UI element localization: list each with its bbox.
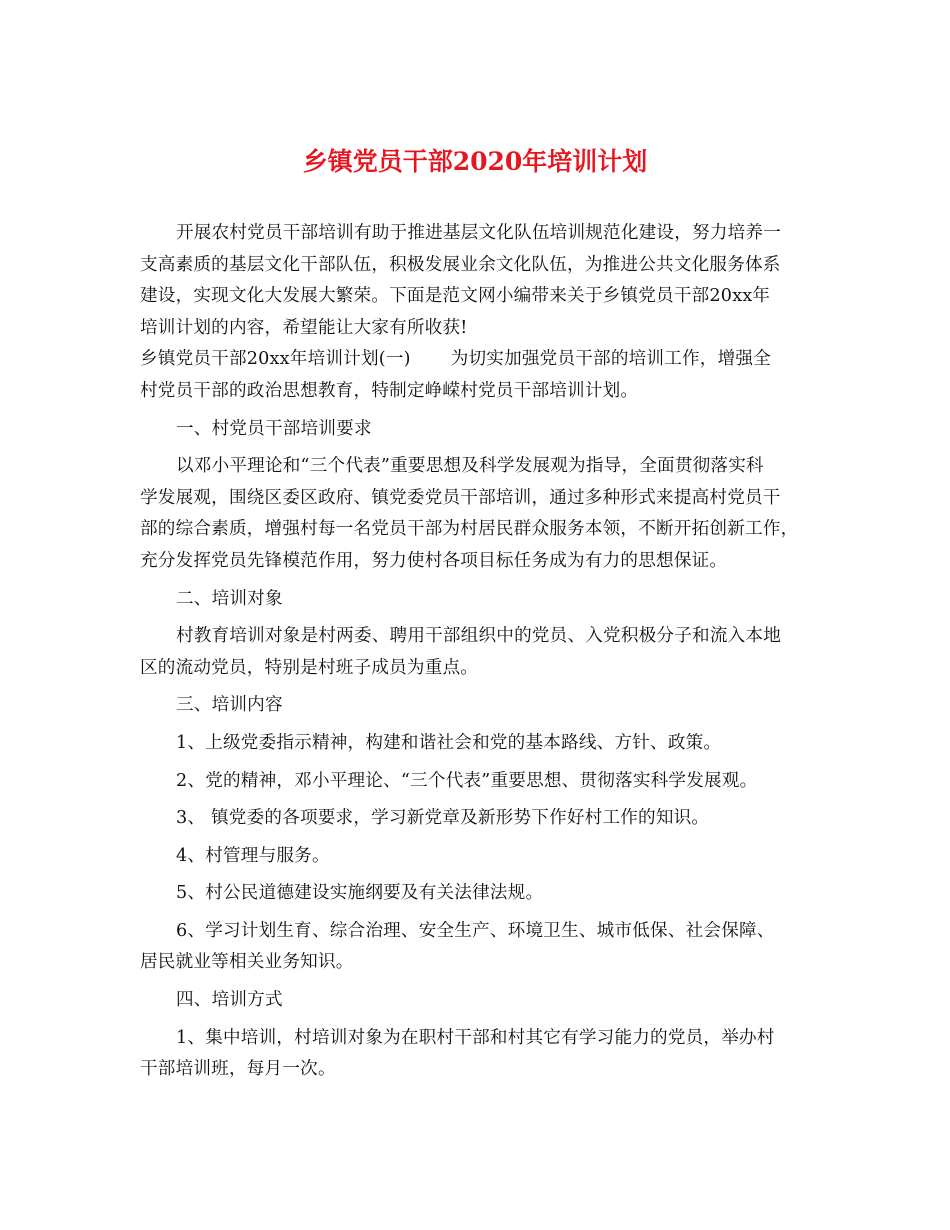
plan-subtitle: 乡镇党员干部20xx年培训计划(一) [140,349,411,370]
requirements-line-1: 以邓小平理论和“三个代表”重要思想及科学发展观为指导，全面贯彻落实科 [176,456,764,477]
targets-line-2: 区的流动党员，特别是村班子成员为重点。 [140,657,479,678]
content-item-4: 4、村管理与服务。 [176,845,330,866]
methods-item-1-continued: 干部培训班，每月一次。 [140,1059,336,1080]
section-heading-content: 三、培训内容 [176,695,283,716]
requirements-line-3: 部的综合素质，增强村每一名党员干部为村居民群众服务本领，不断开拓创新工作， [140,519,799,540]
content-item-3: 3、 镇党委的各项要求，学习新党章及新形势下作好村工作的知识。 [176,808,710,829]
requirements-line-4: 充分发挥党员先锋模范作用，努力使村各项目标任务成为有力的思想保证。 [140,550,728,571]
targets-line-1: 村教育培训对象是村两委、聘用干部组织中的党员、入党积极分子和流入本地 [176,626,781,647]
section-heading-methods: 四、培训方式 [176,990,283,1011]
methods-item-1: 1、集中培训，村培训对象为在职村干部和村其它有学习能力的党员，举办村 [176,1027,775,1048]
section-heading-requirements: 一、村党员干部培训要求 [176,418,372,439]
plan-heading-line [140,344,820,376]
intro-line-2: 支高素质的基层文化干部队伍，积极发展业余文化队伍，为推进公共文化服务体系 [140,254,781,275]
document-body [140,218,820,1086]
requirements-line-2: 学发展观，围绕区委区政府、镇党委党员干部培训，通过多种形式来提高村党员干 [140,487,781,508]
document-title: 乡镇党员干部2020年培训计划 [302,147,648,176]
content-item-6-continued: 居民就业等相关业务知识。 [140,952,354,973]
section-heading-targets: 二、培训对象 [176,588,283,609]
plan-intro-line-2: 村党员干部的政治思想教育，特制定峥嵘村党员干部培训计划。 [140,380,639,401]
intro-line-3: 建设，实现文化大发展大繁荣。下面是范文网小编带来关于乡镇党员干部20xx年 [140,286,771,307]
intro-line-1: 开展农村党员干部培训有助于推进基层文化队伍培训规范化建设，努力培养一 [176,223,781,243]
content-item-2: 2、党的精神，邓小平理论、“三个代表”重要思想、贯彻落实科学发展观。 [176,770,758,791]
intro-line-4: 培训计划的内容，希望能让大家有所收获! [140,317,468,338]
content-item-5: 5、村公民道德建设实施纲要及有关法律法规。 [176,883,544,904]
plan-intro-text: 为切实加强党员干部的培训工作，增强全 [450,349,771,370]
content-item-6: 6、学习计划生育、综合治理、安全生产、环境卫生、城市低保、社会保障、 [176,920,775,941]
content-item-1: 1、上级党委指示精神，构建和谐社会和党的基本路线、方针、政策。 [176,732,722,753]
